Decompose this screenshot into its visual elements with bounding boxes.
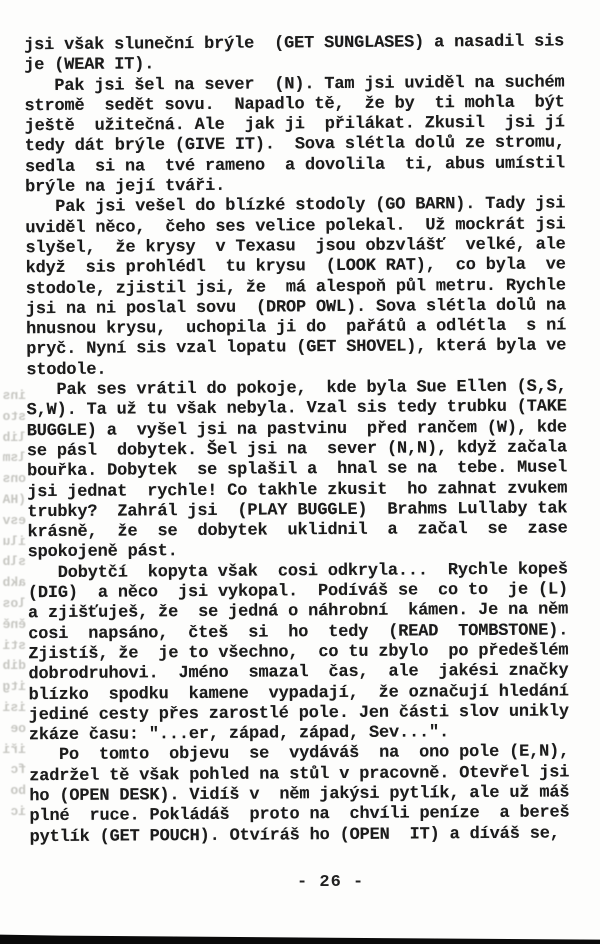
text-line: plné ruce. Pokládáš proto na chvíli peníze a bereš [29,803,570,827]
bleedthrough-fragment: ins [2,388,26,403]
bleedthrough-fragment: slb [2,554,26,570]
text-line: stodole. [26,360,107,380]
text-line: Zjistíš, že je to všechno, co tu zbylo po předešlém [28,641,569,665]
paragraph [24,73,591,199]
bleedthrough-fragment: oe [10,720,26,736]
text-line: jediné cesty přes zarostlé pole. Jen části slov unikly [28,702,569,725]
text-line: zadržel tě však pohled na stůl v pracovně. Otevřel jsi [29,763,570,786]
text-line: uviděl něco, čeho ses velice polekal. Už mockrát jsi [25,215,566,238]
bleedthrough-fragment: fc [10,762,26,778]
text-line: pryč. Nyní sis vzal lopatu (GET SHOVEL), která byla ve [26,336,567,360]
text-line: zkáze času: "...er, západ, západ, Sev...". [28,723,450,746]
text-line: Pak jsi šel na sever (N). Tam jsi uviděl na suchém [24,73,565,96]
text-line: Pak ses vrátil do pokoje, kde byla Sue Ellen (S,S, [26,377,567,401]
text-line: ještě užitečná. Ale jak ji přilákat. Zkusil jsi jí [24,113,565,137]
text-line: cosi napsáno, čteš si ho tedy (READ TOMBSTONE). [28,621,569,644]
bleedthrough-fragment: (HA [2,491,26,507]
text-line: a zjišťuješ, že se jedná o náhrobní kámen. Je na něm [27,600,569,624]
text-line: stodole, zjistil jsi, že má alespoň půl metru. Rychle [25,275,566,299]
bleedthrough-fragment: akb [2,575,26,591]
text-line: trubky? Zahrál jsi (PLAY BUGGLE) Brahms Lullaby tak [27,499,568,523]
text-line: jsi jednat rychle! Co takhle zkusit ho zahnat zvukem [27,478,568,502]
text-line: ho (OPEN DESK). Vidíš v něm jakýsi pytlík, ale už máš [29,783,570,807]
text-line: Po tomto objevu se vydáváš na ono pole (E,N), [28,742,570,766]
text-line: tedy dát brýle (GIVE IT). Sova slétla dolů ze stromu, [24,133,565,157]
text-line: sedla si na tvé rameno a dovolila ti, abus umístil [24,154,566,177]
bleedthrough-fragment: ic [10,803,26,819]
text-line: brýle na její tváři. [24,176,226,198]
text-line: když sis prohlédl tu krysu (LOOK RAT), co byla ve [25,255,566,279]
text-line: stromě sedět sovu. Napadlo tě, že by ti mohla být [24,93,565,117]
text-line: pytlík (GET POUCH). Otvíráš ho (OPEN IT) a díváš se, [29,824,560,847]
bleedthrough-fragment: los [2,595,26,611]
page-number: - 26 - [297,873,365,892]
bleedthrough-fragment: iři [2,741,26,757]
text-line: bouřka. Dobytek se splašil a hnal se na tebe. Musel [26,458,568,482]
page-text-body [24,32,596,848]
bleedthrough-fragment: dib [2,658,26,674]
bleedthrough-fragment: lsm [2,450,26,466]
text-line: je (WEAR IT). [24,55,155,76]
text-line: krásně, že se dobytek uklidnil a začal se zase [27,519,568,543]
bleedthrough-fragment: sti [2,637,26,653]
bleedthrough-fragment: lib [2,429,26,445]
text-line: BUGGLE) a vyšel jsi na pastvinu před rančem (W), kde [26,418,567,441]
scan-edge-bar-artifact [0,932,600,944]
text-line: jsi však sluneční brýle (GET SUNGLASES) a nasadil sis [24,32,565,56]
text-line: hnusnou krysu, uchopila ji do pařátů a odlétla s ní [25,316,567,340]
text-line: spokojeně pást. [27,542,178,563]
bleedthrough-artifact-column [0,386,26,823]
paragraph [28,560,595,747]
bleedthrough-fragment: isi [2,699,26,715]
text-line: se pásl dobytek. Šel jsi na sever (N,N), když začala [26,438,568,462]
paragraph [24,32,590,77]
bleedthrough-fragment: itg [2,679,26,695]
paragraph [26,377,593,564]
paragraph [25,195,592,382]
text-line: Dobytčí kopyta však cosi odkryla... Rychle kopeš [27,560,568,583]
bleedthrough-fragment: esv [2,512,26,528]
text-line: jsi na ni poslal sovu (DROP OWL). Sova slétla dolů na [25,296,567,320]
text-line: blízko spodku kamene vypadají, že označují hledání [28,681,569,705]
text-line: Pak jsi vešel do blízké stodoly (GO BARN). Tady jsi [25,194,566,218]
text-line: slyšel, že krysy v Texasu jsou obzvlášť velké, ale [25,235,566,259]
paragraph [29,743,596,848]
bleedthrough-fragment: ěně [2,616,26,632]
text-line: (DIG) a něco jsi vykopal. Podíváš se co to je (L) [27,580,569,604]
bleedthrough-fragment: ons [2,471,26,487]
bleedthrough-fragment: sto [2,408,26,424]
bleedthrough-fragment: bo [10,783,26,799]
text-line: dobrodruhovi. Jméno smazal čas, ale jakési značky [28,661,569,685]
text-line: S,W). Ta už tu však nebyla. Vzal sis tedy trubku (TAKE [26,397,567,421]
bleedthrough-fragment: ilu [2,533,26,549]
